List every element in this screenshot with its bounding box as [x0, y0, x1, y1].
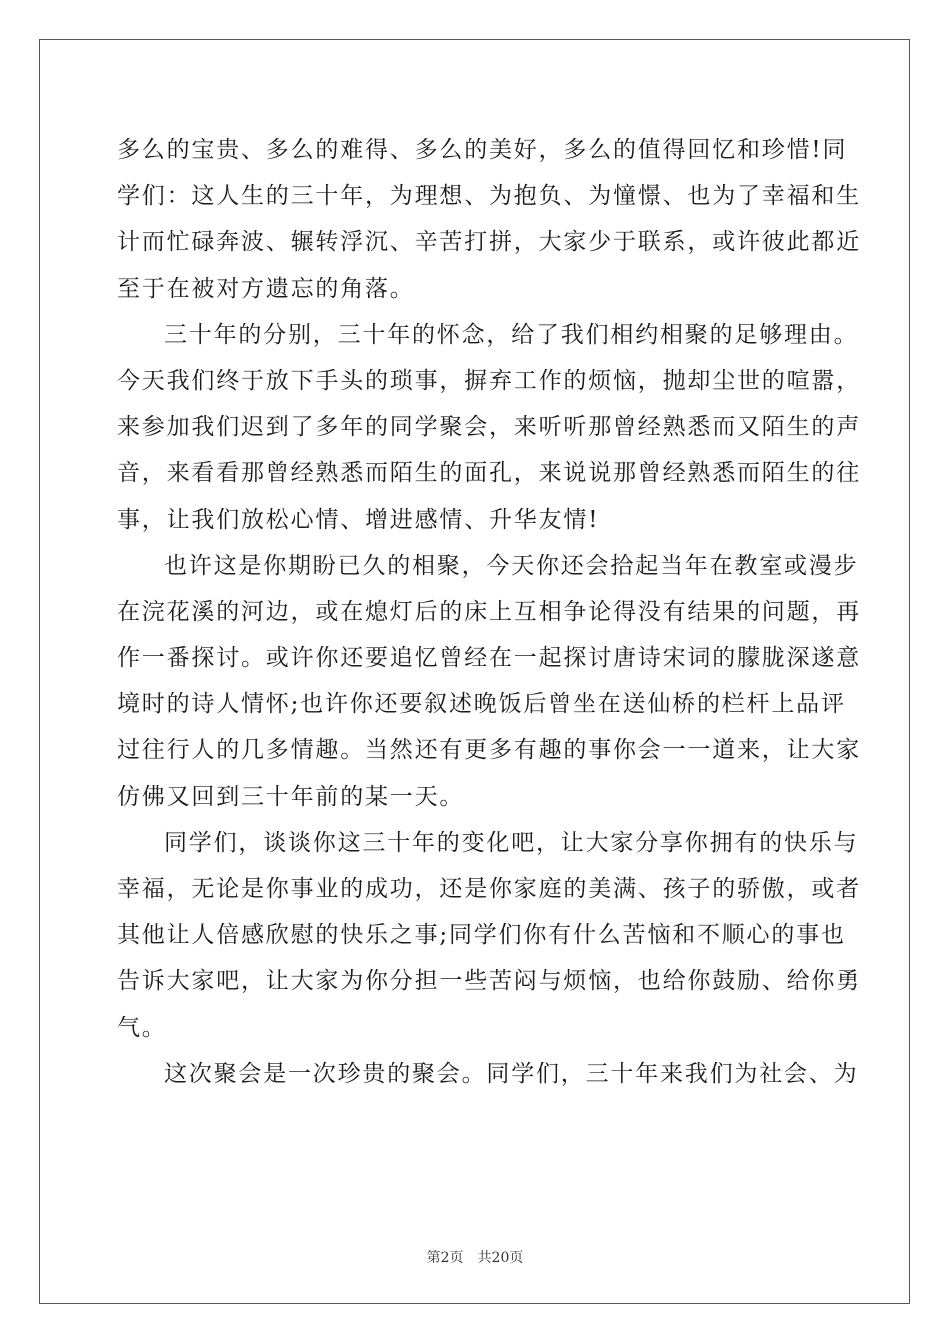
paragraph [117, 127, 861, 312]
text-line: 今天我们终于放下手头的琐事，摒弃工作的烦恼，抛却尘世的喧嚣， [117, 367, 861, 394]
text-line: 告诉大家吧，让大家为你分担一些苦闷与烦恼，也给你鼓励、给你勇 [117, 968, 861, 995]
text-line: 事，让我们放松心情、增进感情、升华友情! [117, 506, 600, 533]
text-line: 境时的诗人情怀;也许你还要叙述晚饭后曾坐在送仙桥的栏杆上品评 [117, 691, 846, 718]
text-line: 气。 [117, 1014, 167, 1041]
page-number: 第2页 [426, 1250, 464, 1266]
text-line: 至于在被对方遗忘的角落。 [117, 275, 415, 302]
paragraph [117, 820, 861, 1051]
page-total: 共20页 [477, 1250, 524, 1266]
text-line: 音，来看看那曾经熟悉而陌生的面孔，来说说那曾经熟悉而陌生的往 [117, 460, 861, 487]
text-line: 来参加我们迟到了多年的同学聚会，来听听那曾经熟悉而又陌生的声 [117, 414, 861, 441]
text-line: 幸福，无论是你事业的成功，还是你家庭的美满、孩子的骄傲，或者 [117, 876, 861, 902]
paragraph [117, 543, 861, 820]
text-line: 在浣花溪的河边，或在熄灯后的床上互相争论得没有结果的问题，再 [117, 598, 861, 625]
text-line: 三十年的分别，三十年的怀念，给了我们相约相聚的足够理由。 [164, 321, 859, 348]
paragraph [117, 1051, 859, 1097]
text-line: 其他让人倍感欣慰的快乐之事;同学们你有什么苦恼和不顺心的事也 [117, 922, 846, 949]
text-line: 计而忙碌奔波、辗转浮沉、辛苦打拼，大家少于联系，或许彼此都近 [117, 229, 861, 256]
document-body [117, 127, 861, 1097]
text-line: 这次聚会是一次珍贵的聚会。同学们，三十年来我们为社会、为 [164, 1060, 859, 1087]
text-line: 多么的宝贵、多么的难得、多么的美好，多么的值得回忆和珍惜!同 [117, 137, 848, 163]
page-footer [0, 1247, 950, 1267]
text-line: 过往行人的几多情趣。当然还有更多有趣的事你会一一道来，让大家 [117, 737, 861, 764]
text-line: 同学们，谈谈你这三十年的变化吧，让大家分享你拥有的快乐与 [164, 829, 859, 856]
text-line: 仿佛又回到三十年前的某一天。 [117, 783, 465, 810]
paragraph [117, 312, 861, 543]
text-line: 也许这是你期盼已久的相聚，今天你还会拾起当年在教室或漫步 [164, 552, 859, 579]
text-line: 作一番探讨。或许你还要追忆曾经在一起探讨唐诗宋词的朦胧深遂意 [117, 645, 861, 672]
text-line: 学们：这人生的三十年，为理想、为抱负、为憧憬、也为了幸福和生 [117, 183, 861, 210]
